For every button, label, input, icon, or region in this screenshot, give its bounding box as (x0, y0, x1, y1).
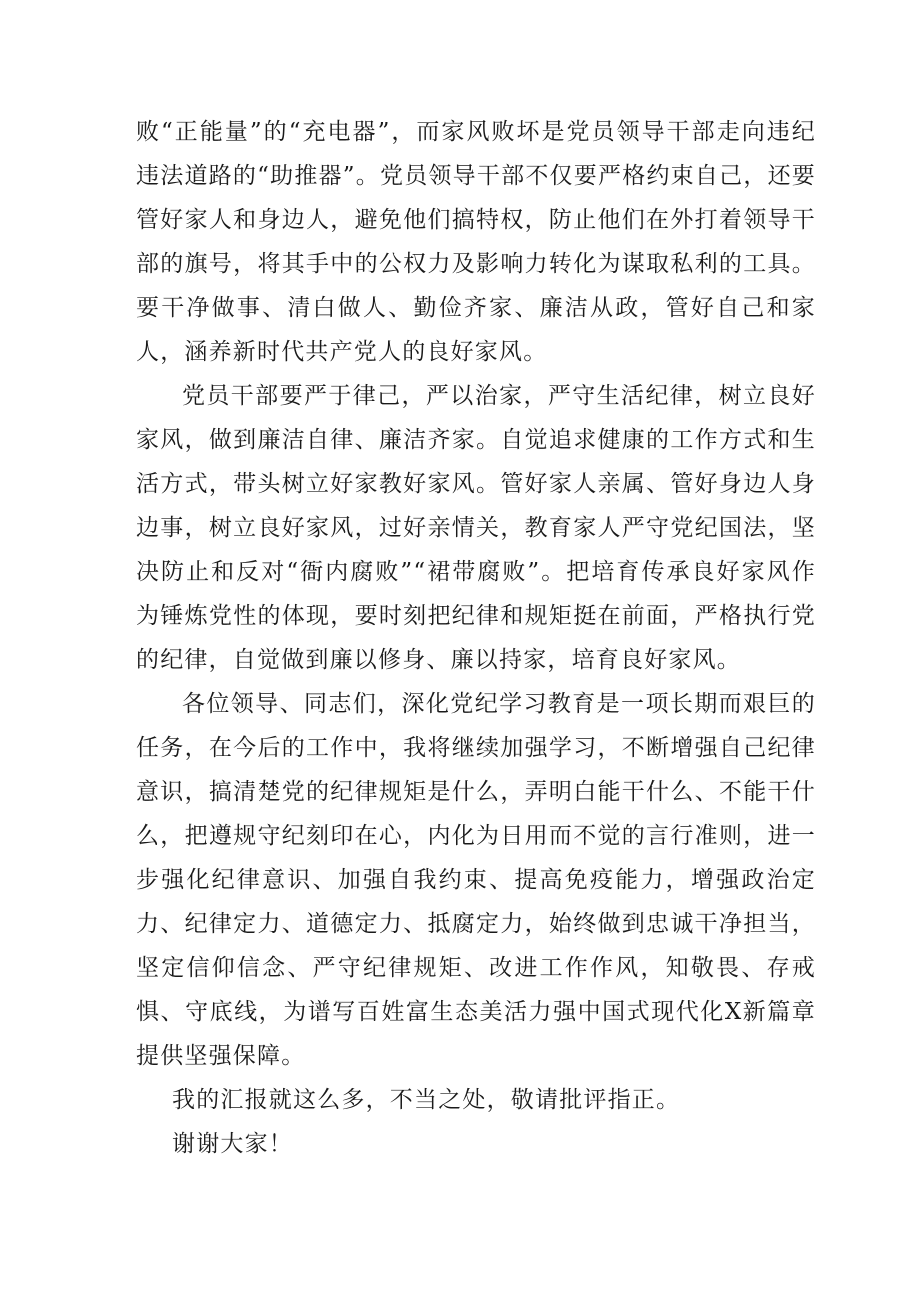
closing-thanks: 谢谢大家！ (172, 1131, 293, 1157)
document-body (136, 110, 816, 1166)
closing-remark: 我的汇报就这么多，不当之处，敬请批评指正。 (172, 1087, 681, 1113)
paragraph-family-discipline: 党员干部要严于律己，严以治家，严守生活纪律，树立良好家风，做到廉洁自律、廉洁齐家。自觉追求健康的工作方式和生活方式，带头树立好家教好家风。管好家人亲属、管好身边人身边事，树立良好家风，过好亲情关，教育家人严守党纪国法，坚决防止和反对“衙内腐败”“裙带腐败”。把培育传承良好家风作为锤炼党性的体现，要时刻把纪律和规矩挺在前面，严格执行党的纪律，自觉做到廉以修身、廉以持家，培育良好家风。 (136, 383, 816, 673)
paragraph-continuation: 败“正能量”的“充电器”，而家风败坏是党员领导干部走向违纪违法道路的“助推器”。党员领导干部不仅要严格约束自己，还要管好家人和身边人，避免他们搞特权，防止他们在外打着领导干部的旗号，将其手中的公权力及影响力转化为谋取私利的工具。要干净做事、清白做人、勤俭齐家、廉洁从政，管好自己和家人，涵养新时代共产党人的良好家风。 (136, 119, 816, 365)
paragraph-conclusion: 各位领导、同志们，深化党纪学习教育是一项长期而艰巨的任务，在今后的工作中，我将继续加强学习，不断增强自己纪律意识，搞清楚党的纪律规矩是什么，弄明白能干什么、不能干什么，把遵规守纪刻印在心，内化为日用而不觉的言行准则，进一步强化纪律意识、加强自我约束、提高免疫能力，增强政治定力、纪律定力、道德定力、抵腐定力，始终做到忠诚干净担当，坚定信仰信念、严守纪律规矩、改进工作作风，知敬畏、存戒惧、守底线，为谱写百姓富生态美活力强中国式现代化X新篇章提供坚强保障。 (136, 691, 816, 1069)
